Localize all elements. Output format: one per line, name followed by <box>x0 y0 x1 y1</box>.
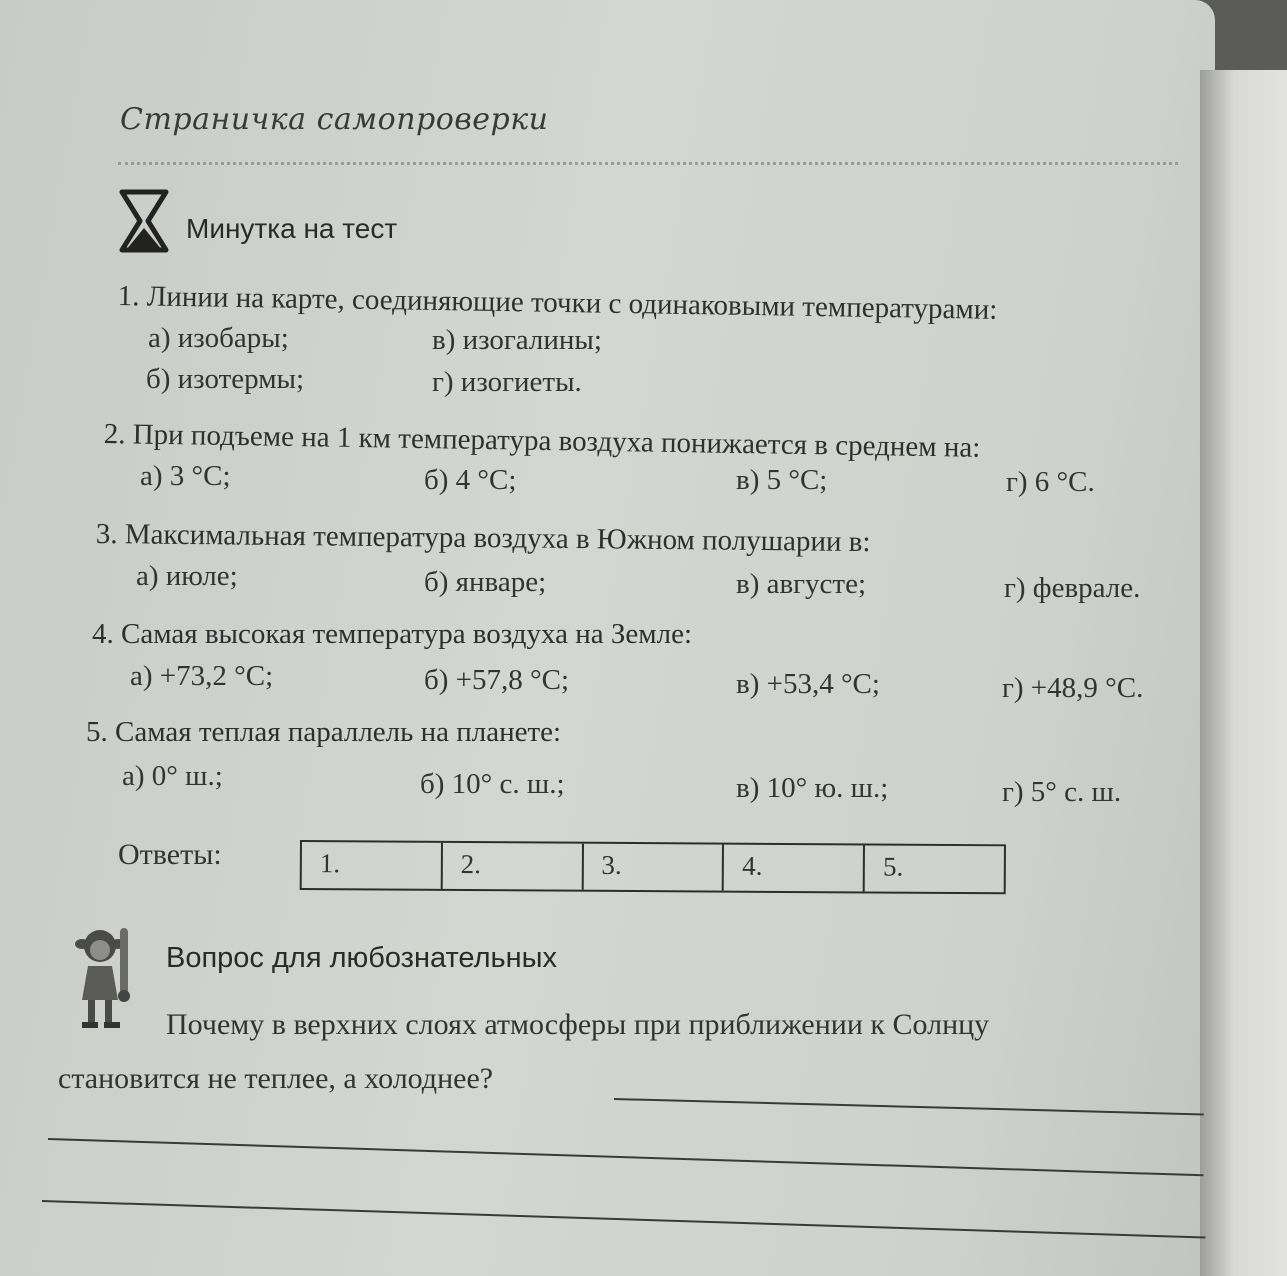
curious-question-line-1: Почему в верхних слоях атмосферы при приближении к Солнцу <box>166 1008 990 1041</box>
question-1-option-b: б) изотермы; <box>146 363 305 395</box>
question-5-text: 5. Самая теплая параллель на планете: <box>86 716 562 748</box>
question-2-option-b: б) 4 °С; <box>424 464 517 496</box>
answer-cell-2[interactable]: 2. <box>443 843 584 890</box>
question-5-option-a: а) 0° ш.; <box>122 760 223 792</box>
answer-cell-5[interactable]: 5. <box>882 851 904 882</box>
question-1-option-a: а) изобары; <box>148 322 289 354</box>
question-3-text: 3. Максимальная температура воздуха в Южном полушарии в: <box>95 518 871 559</box>
question-4-option-g: г) +48,9 °С. <box>1002 672 1144 704</box>
answers-label: Ответы: <box>118 838 222 871</box>
question-1-option-g: г) изогиеты. <box>432 366 582 398</box>
question-1-text: 1. Линии на карте, соединяющие точки с одинаковыми температурами: <box>117 280 998 326</box>
question-2-option-a: а) 3 °С; <box>140 460 231 492</box>
question-3-option-b: б) январе; <box>424 566 547 598</box>
question-2-option-g: г) 6 °С. <box>1006 466 1095 498</box>
question-5-option-g: г) 5° с. ш. <box>1002 776 1122 808</box>
question-2-text: 2. При подъеме на 1 км температура воздуха понижается в среднем на: <box>103 418 981 464</box>
question-4-option-v: в) +53,4 °С; <box>736 668 880 700</box>
question-4-text: 4. Самая высокая температура воздуха на Земле: <box>92 618 693 650</box>
question-3-option-g: г) феврале. <box>1004 572 1141 604</box>
question-5-option-v: в) 10° ю. ш.; <box>736 772 889 804</box>
answer-cell-4[interactable]: 4. <box>724 845 865 892</box>
test-heading: Минутка на тест <box>186 213 398 244</box>
question-3-option-a: а) июле; <box>136 560 238 592</box>
question-4-option-b: б) +57,8 °С; <box>424 664 570 696</box>
question-1-option-v: в) изогалины; <box>432 324 602 356</box>
answer-cell-1[interactable]: 1. <box>302 842 443 889</box>
curious-question-line-2: становится не теплее, а холоднее? <box>58 1062 494 1095</box>
question-3-option-v: в) августе; <box>736 568 867 600</box>
answers-table <box>300 840 1006 894</box>
question-5-option-b: б) 10° с. ш.; <box>420 768 565 800</box>
girl-with-thermometer-icon <box>68 922 138 1032</box>
curious-question-heading: Вопрос для любознательных <box>166 942 557 974</box>
question-4-option-a: а) +73,2 °С; <box>130 660 274 692</box>
section-title: Страничка самопроверки <box>120 102 549 137</box>
hourglass-icon <box>118 188 170 254</box>
question-2-option-v: в) 5 °С; <box>736 464 828 496</box>
answer-cell-3[interactable]: 3. <box>583 844 724 891</box>
next-page-edge <box>1200 70 1287 1276</box>
dotted-divider <box>118 162 1178 165</box>
